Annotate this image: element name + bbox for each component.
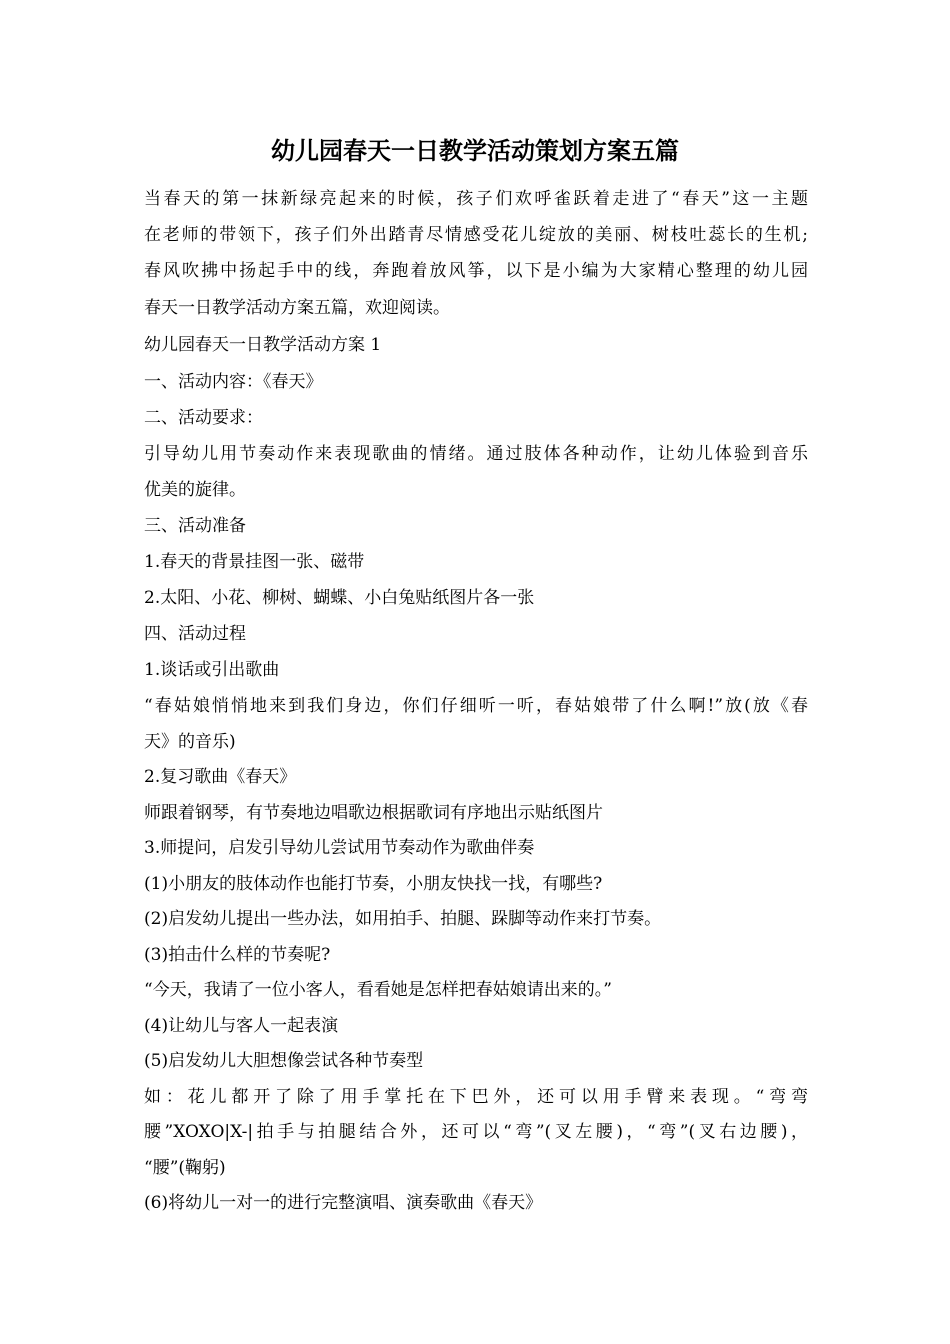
paragraph-line: 1.谈话或引出歌曲 [144,660,280,680]
paragraph-line: 春天一日教学活动方案五篇，欢迎阅读。 [144,298,450,318]
paragraph-line: “春姑娘悄悄地来到我们身边，你们仔细听一听，春姑娘带了什么啊!”放(放《春 [144,696,808,716]
paragraph-line: 2.复习歌曲《春天》 [144,767,297,787]
paragraph-line: 3.师提问，启发引导幼儿尝试用节奏动作为歌曲伴奏 [144,838,535,858]
paragraph-line: “今天，我请了一位小客人，看看她是怎样把春姑娘请出来的。” [144,980,612,1000]
paragraph-line: 在老师的带领下，孩子们外出踏青尽情感受花儿绽放的美丽、树枝吐蕊长的生机; [144,225,808,245]
paragraph-line: 2.太阳、小花、柳树、蝴蝶、小白兔贴纸图片各一张 [144,588,535,608]
section-heading: 幼儿园春天一日教学活动方案 1 [144,335,382,355]
paragraph-line: 腰”XOXO|X-|拍手与拍腿结合外，还可以“弯”(叉左腰)，“弯”(叉右边腰)， [144,1122,808,1142]
document-title: 幼儿园春天一日教学活动策划方案五篇 [271,136,679,165]
paragraph-line: (3)拍击什么样的节奏呢? [144,945,331,965]
paragraph-line: (4)让幼儿与客人一起表演 [144,1016,339,1036]
paragraph-line: “腰”(鞠躬) [144,1158,226,1178]
paragraph-line: (6)将幼儿一对一的进行完整演唱、演奏歌曲《春天》 [144,1193,543,1213]
paragraph-line: 三、活动准备 [144,516,246,536]
paragraph-line: (5)启发幼儿大胆想像尝试各种节奏型 [144,1051,424,1071]
paragraph-line: 四、活动过程 [144,624,246,644]
paragraph-line: 如：花儿都开了除了用手掌托在下巴外，还可以用手臂来表现。“弯弯 [144,1087,808,1107]
paragraph-line: 二、活动要求： [144,408,263,428]
paragraph-line: (1)小朋友的肢体动作也能打节奏，小朋友快找一找，有哪些? [144,874,603,894]
paragraph-line: 1.春天的背景挂图一张、磁带 [144,552,365,572]
paragraph-line: 春风吹拂中扬起手中的线，奔跑着放风筝，以下是小编为大家精心整理的幼儿园 [144,261,808,281]
paragraph-line: 优美的旋律。 [144,480,246,500]
paragraph-line: 当春天的第一抹新绿亮起来的时候，孩子们欢呼雀跃着走进了“春天”这一主题 [144,189,808,209]
paragraph-line: 天》的音乐) [144,732,236,752]
paragraph-line: 一、活动内容：《春天》 [144,372,323,392]
paragraph-line: 引导幼儿用节奏动作来表现歌曲的情绪。通过肢体各种动作，让幼儿体验到音乐 [144,444,808,464]
paragraph-line: 师跟着钢琴，有节奏地边唱歌边根据歌词有序地出示贴纸图片 [144,803,603,823]
paragraph-line: (2)启发幼儿提出一些办法，如用拍手、拍腿、跺脚等动作来打节奏。 [144,909,662,929]
